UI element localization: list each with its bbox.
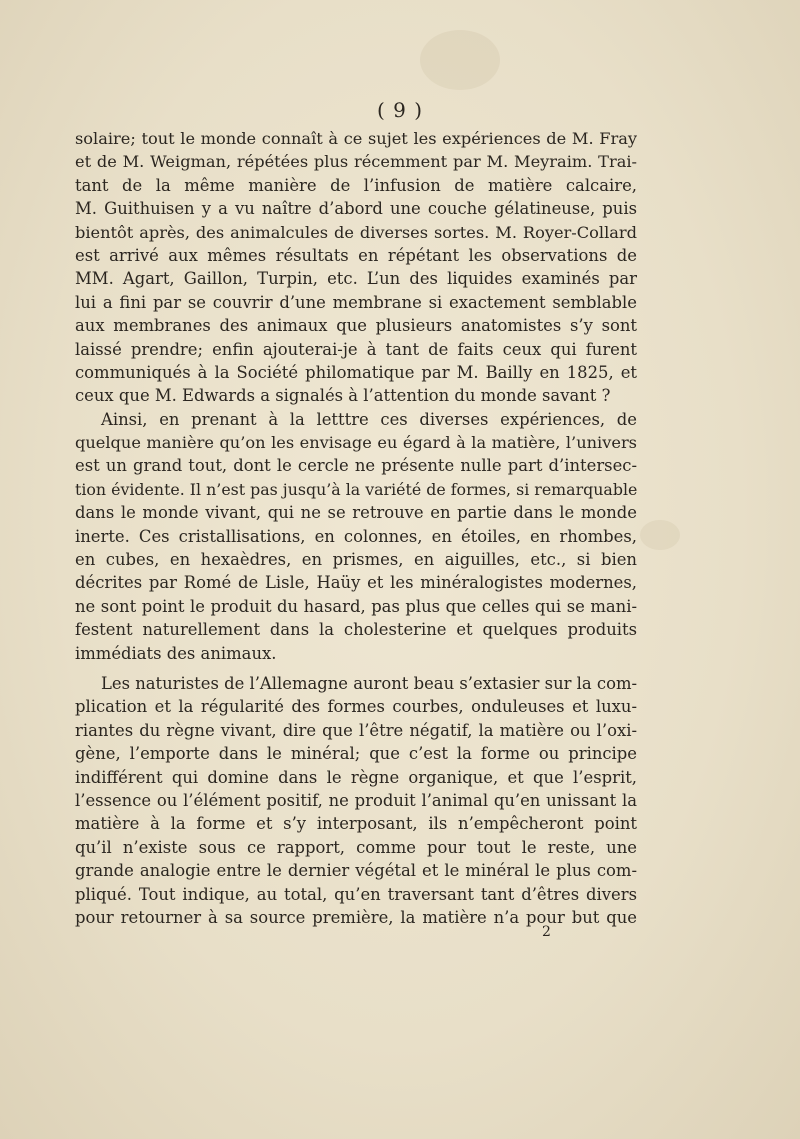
text-line: festent naturellement dans la cholesterine et quelques produits (75, 620, 637, 640)
text-line: dans le monde vivant, qui ne se retrouve en partie dans le monde (75, 503, 637, 523)
text-line: pliqué. Tout indique, au total, qu’en traversant tant d’êtres divers (75, 884, 637, 904)
text-line: Les naturistes de l’Allemagne auront beau s’extasier sur la com- (101, 673, 638, 693)
text-line: immédiats des animaux. (75, 643, 277, 663)
text-line: solaire; tout le monde connaît à ce sujet les expériences de M. Fray (75, 129, 637, 148)
text-line: gène, l’emporte dans le minéral; que c’est la forme ou principe (75, 744, 637, 764)
text-line: lui a fini par se couvrir d’une membrane si exactement semblable (75, 292, 637, 312)
text-line: grande analogie entre le dernier végétal et le minéral le plus com- (75, 861, 637, 881)
text-line: bientôt après, des animalcules de diverses sortes. M. Royer-Collard (75, 222, 637, 242)
text-line: communiqués à la Société philomatique par M. Bailly en 1825, et (75, 362, 637, 382)
text-line: ceux que M. Edwards a signalés à l’attention du monde savant ? (75, 386, 611, 406)
text-line: quelque manière qu’on les envisage eu égard à la matière, l’univers (75, 433, 637, 453)
text-line: M. Guithuisen y a vu naître d’abord une couche gélatineuse, puis (75, 199, 637, 219)
text-line: en cubes, en hexaèdres, en prismes, en aiguilles, etc., si bien (75, 550, 637, 570)
text-line: est un grand tout, dont le cercle ne présente nulle part d’intersec- (75, 456, 637, 476)
text-line: et de M. Weigman, répétées plus récemment par M. Meyraim. Trai- (75, 152, 637, 172)
text-line: indifférent qui domine dans le règne organique, et que l’esprit, (75, 767, 637, 787)
text-line: pour retourner à sa source première, la matière n’a pour but que (75, 907, 637, 927)
text-line: qu’il n’existe sous ce rapport, comme pour tout le reste, une (75, 837, 637, 857)
text-line: MM. Agart, Gaillon, Turpin, etc. L’un des liquides examinés par (75, 269, 637, 289)
text-line: décrites par Romé de Lisle, Haüy et les minéralogistes modernes, (75, 573, 637, 593)
text-line: inerte. Ces cristallisations, en colonnes, en étoiles, en rhombes, (75, 526, 637, 546)
page-number: ( 9 ) (376, 98, 424, 122)
text-line: aux membranes des animaux que plusieurs anatomistes s’y sont (75, 316, 637, 336)
body-text (75, 127, 637, 929)
text-line: est arrivé aux mêmes résultats en répétant les observations de (75, 245, 637, 265)
text-line: plication et la régularité des formes courbes, onduleuses et luxu- (75, 697, 637, 717)
text-line: riantes du règne vivant, dire que l’être négatif, la matière ou l’oxi- (75, 720, 637, 740)
paper-stain (420, 30, 500, 90)
paper-stain (640, 520, 680, 550)
text-line: tion évidente. Il n’est pas jusqu’à la variété de formes, si remarquable (75, 479, 638, 499)
text-line: l’essence ou l’élément positif, ne produit l’animal qu’en unissant la (75, 790, 637, 810)
text-line: laissé prendre; enfin ajouterai-je à tant de faits ceux qui furent (75, 339, 637, 359)
text-line: matière à la forme et s’y interposant, ils n’empêcheront point (75, 814, 637, 834)
text-line: Ainsi, en prenant à la letttre ces diverses expériences, de (101, 409, 637, 429)
text-line: ne sont point le produit du hasard, pas plus que celles qui se mani- (75, 596, 637, 616)
signature-mark: 2 (542, 924, 551, 940)
text-line: tant de la même manière de l’infusion de matière calcaire, (75, 175, 637, 195)
